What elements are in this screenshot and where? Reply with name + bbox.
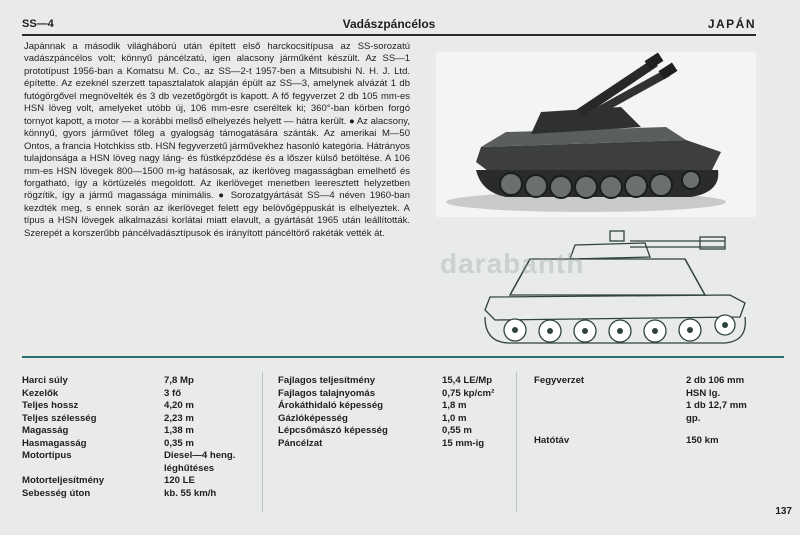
spec-label: Magasság [22, 425, 69, 436]
spec-row [22, 450, 262, 463]
spec-row [278, 375, 508, 388]
spec-row [278, 413, 508, 426]
spec-label: Motorteljesítmény [22, 475, 105, 486]
spec-row [278, 425, 508, 438]
spec-column-2 [278, 375, 508, 450]
spec-value: 15 mm-ig [442, 437, 485, 449]
spec-label: Fajlagos teljesítmény [278, 375, 376, 386]
spec-value: HSN lg. [686, 387, 721, 399]
column-divider [516, 372, 517, 512]
header-rule [22, 34, 756, 36]
spec-label: Fajlagos talajnyomás [278, 387, 376, 399]
spec-row [22, 400, 262, 413]
spec-value: 1,38 m [164, 425, 194, 436]
spec-value: 15,4 LE/Mp [442, 375, 493, 386]
spec-value: 1,8 m [442, 400, 467, 411]
page-header [22, 14, 756, 34]
spec-row [534, 413, 774, 426]
spec-value: 2 db 106 mm [686, 375, 745, 386]
spec-label: Kezelők [22, 387, 59, 399]
spec-value: gp. [686, 412, 701, 424]
spec-label: Motortípus [22, 450, 72, 461]
spec-row [534, 435, 774, 448]
page-title: Vadászpáncélos [342, 17, 436, 31]
spec-value: kb. 55 km/h [164, 487, 217, 499]
country-label: JAPÁN [707, 17, 756, 31]
spec-row [22, 475, 262, 488]
spec-row [22, 488, 262, 501]
spec-row [22, 413, 262, 426]
spec-label: Teljes szélesség [22, 412, 97, 424]
spec-row [22, 438, 262, 451]
spec-label: Sebesség úton [22, 487, 91, 499]
watermark: darabanth [440, 248, 585, 279]
spec-row [534, 400, 774, 413]
description-text [24, 41, 410, 240]
column-divider [262, 372, 263, 512]
spec-row [22, 388, 262, 401]
spec-row [534, 388, 774, 401]
spec-row [278, 388, 508, 401]
spec-label: Páncélzat [278, 437, 323, 449]
spec-label: Hatótáv [534, 435, 570, 446]
spec-value: 120 LE [164, 475, 195, 486]
spec-column-3 [534, 375, 774, 448]
spec-label: Gázlóképesség [278, 412, 348, 424]
spec-label: Árokáthidaló képesség [278, 400, 384, 411]
side-view-illustration [470, 225, 770, 355]
tank-photo-illustration [436, 52, 756, 217]
spec-row [22, 463, 262, 476]
spec-value: 1 db 12,7 mm [686, 400, 747, 411]
spec-value: 0,55 m [442, 425, 472, 436]
spec-value: 1,0 m [442, 412, 467, 424]
spec-label: Lépcsőmászó képesség [278, 425, 388, 436]
spec-value: 150 km [686, 435, 719, 446]
spec-label: Fegyverzet [534, 375, 585, 386]
spec-value: 2,23 m [164, 412, 194, 424]
spec-value: 7,8 Mp [164, 375, 194, 386]
tank-photo [436, 52, 756, 217]
spec-row [22, 375, 262, 388]
spec-row [22, 425, 262, 438]
tank-side-drawing [470, 225, 770, 355]
spec-label: Harci súly [22, 375, 68, 386]
spec-column-1 [22, 375, 262, 500]
spec-value: Diesel—4 heng. [164, 450, 236, 461]
spec-value: 3 fő [164, 387, 182, 399]
page-number: 137 [775, 506, 792, 517]
spec-row [278, 438, 508, 451]
spec-value: 0,75 kp/cm² [442, 387, 495, 399]
spec-label: Teljes hossz [22, 400, 79, 411]
spec-value: 0,35 m [164, 437, 194, 449]
spec-row [534, 375, 774, 388]
description-paragraph: Japánnak a második világháború után épített első harckocsitípusa az SS-sorozatú vadászpáncélos volt; könnyű páncélzatú, igen alacsony járműként készült. Az SS—1 prototípust 1956-ban a Komatsu M. Co., az SS—2-t 1957-ben a Mitsubishi N. H. J. Ltd. építette. Az ezeknél szerzett tapasztalatok alapján épült az SS—3, amelynek alvázát 1 db futógörgővel megnövelték és 3 db vezetőgörgőt is kapott. A fő fegyverzet 2 db 105 mm-es HSN löveg volt, amelyeket utóbb új, 106 mm-esre cseréltek ki; 360°-ban körben forgó tornyot kapott, a motor — a korábbi mellső elhelyezés helyett — hátra került. ● Az alacsony, könnyű, gyors járművet főleg a gyalogság támogatására szánták. Az amerikai M—50 Ontos, a francia Hotchkiss stb. HSN fegyverzetű járművekhez hasonló kategória. Hátrányos tulajdonsága a HSN löveg nagy láng- és füstképződése és a lőszer külső betöltése. A 106 mm-es HSN lövegek 800—1500 m-ig hatásosak, az ikerlöveg magasságban emelhető és forgatható, így a körtüzelés megoldott. Az ikerlöveget menetben leeresztett helyzetben rögzítik, így a jármű magassága minimális. ● Sorozatgyártását SS—4 néven 1960-ban kezdték meg, s ennek során az ikerlöveget felett egy belövőgéppuskát is elhelyeztek. A típus a HSN lövegek alkalmazási korlátai miatt elavult, a gyártását 1965 után leállították. Szerepét a korszerűbb páncélvadásztípusok és irányított páncéltörő rakéták vették át. [24, 41, 410, 239]
vehicle-code: SS—4 [22, 18, 54, 30]
spec-rule [22, 356, 784, 358]
spec-row [278, 400, 508, 413]
spec-value: 4,20 m [164, 400, 194, 411]
spec-value: léghűtéses [164, 462, 215, 474]
spec-label: Hasmagasság [22, 437, 87, 449]
